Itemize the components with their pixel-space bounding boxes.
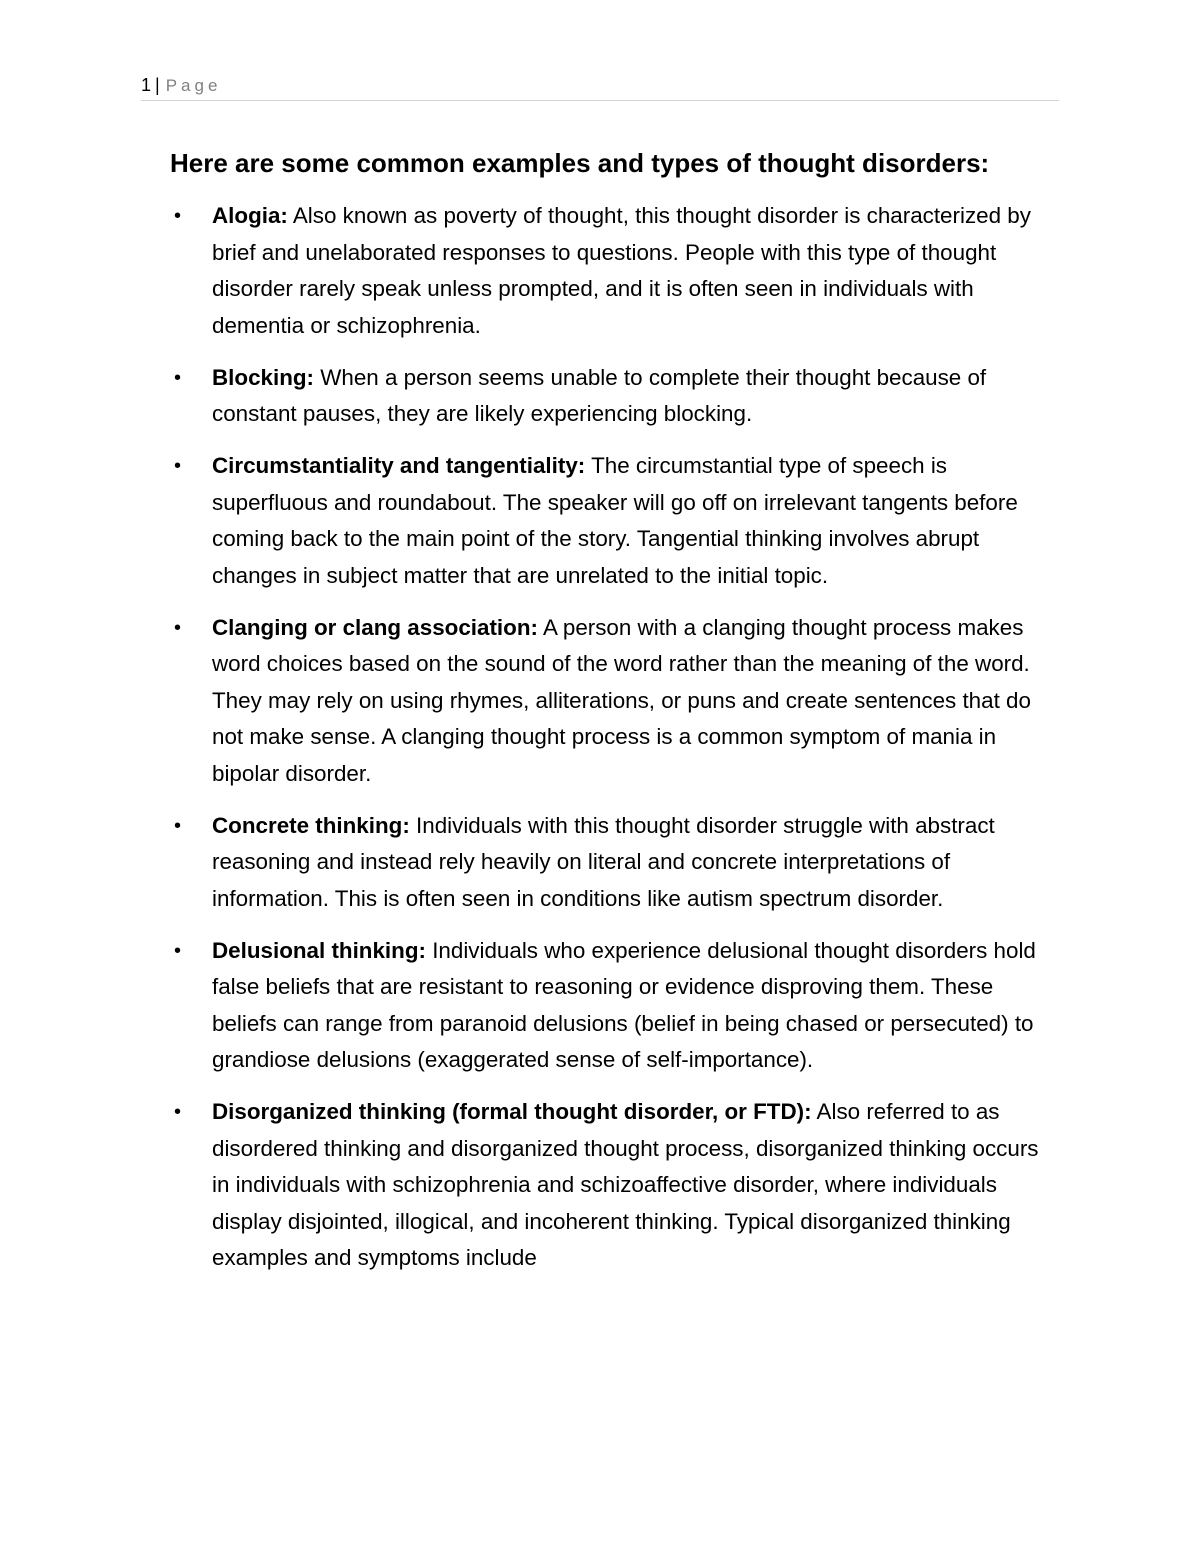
list-item-circumstantiality: [170, 448, 1060, 594]
item-term: Clanging or clang association:: [212, 614, 538, 640]
page-label: Page: [165, 76, 222, 95]
item-term: Circumstantiality and tangentiality:: [212, 453, 586, 478]
list-item-concrete-thinking: [170, 808, 1060, 918]
bullet-icon: •: [174, 205, 182, 227]
item-term: Alogia:: [212, 203, 288, 228]
thought-disorder-list: [170, 198, 1060, 1292]
page-number: 1: [141, 75, 152, 95]
item-text: The circumstantial type of speech is superfluous and roundabout. The speaker will go off on irrelevant tangents before coming back to the main point of the story. Tangential thinking involves abrupt changes in subject matter that are unrelated to the initial topic.: [212, 453, 1018, 588]
bullet-icon: •: [174, 1101, 182, 1123]
list-item-blocking: [170, 360, 1060, 433]
item-term: Delusional thinking:: [212, 937, 426, 963]
list-item-disorganized-thinking: [170, 1094, 1060, 1277]
list-item-delusional-thinking: [170, 933, 1060, 1079]
item-text: Also known as poverty of thought, this thought disorder is characterized by brief and unelaborated responses to questions. People with this type of thought disorder rarely speak unless prompted, and it is often seen in individuals with dementia or schizophrenia.: [212, 203, 1031, 338]
document-title: Here are some common examples and types of thought disorders:: [170, 148, 990, 178]
item-text: When a person seems unable to complete their thought because of constant pauses, they are likely experiencing blocking.: [212, 364, 987, 426]
list-item-clanging: [170, 610, 1060, 793]
bullet-icon: •: [174, 814, 182, 837]
list-item-alogia: [170, 198, 1060, 344]
item-term: Blocking:: [212, 364, 315, 390]
item-text: Individuals with this thought disorder struggle with abstract reasoning and instead rely heavily on literal and concrete interpretations of information. This is often seen in conditions like autism spectrum disorder.: [212, 812, 995, 911]
page-header: [141, 72, 1059, 101]
bullet-icon: •: [174, 366, 182, 389]
item-text: Also referred to as disordered thinking and disorganized thought process, disorganized thinking occurs in individuals with schizophrenia and schizoaffective disorder, where individuals display disjointed, illogical, and incoherent thinking. Typical disorganized thinking examples and symptoms include: [212, 1099, 1039, 1270]
item-term: Concrete thinking:: [212, 812, 410, 838]
item-text: Individuals who experience delusional thought disorders hold false beliefs that are resistant to reasoning or evidence disproving them. These beliefs can range from paranoid delusions (belief in being chased or persecuted) to grandiose delusions (exaggerated sense of self-importance).: [212, 937, 1036, 1072]
bullet-icon: •: [174, 455, 182, 477]
bullet-icon: •: [174, 939, 182, 962]
item-term: Disorganized thinking (formal thought disorder, or FTD):: [212, 1099, 812, 1124]
page-separator: |: [155, 75, 160, 95]
bullet-icon: •: [174, 616, 182, 639]
item-text: A person with a clanging thought process makes word choices based on the sound of the word rather than the meaning of the word. They may rely on using rhymes, alliterations, or puns and create sentences that do not make sense. A clanging thought process is a common symptom of mania in bipolar disorder.: [212, 614, 1031, 786]
